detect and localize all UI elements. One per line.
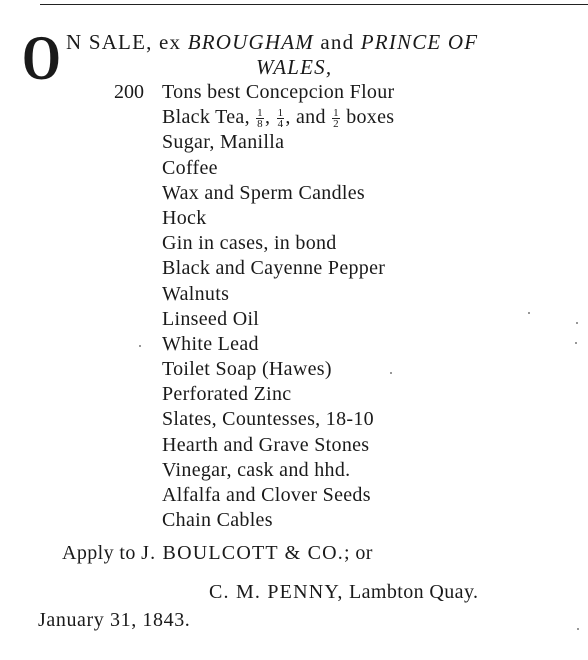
notice-date: January 31, 1843. [38, 609, 191, 631]
agent-penny-line [209, 580, 478, 604]
ship-brougham: BROUGHAM [187, 30, 314, 54]
headline-continued: WALES, [256, 55, 333, 79]
goods-list [162, 80, 395, 533]
list-item: Sugar, Manilla [162, 131, 285, 154]
print-speck [139, 345, 141, 347]
list-item: Hearth and Grave Stones [162, 433, 370, 456]
list-item: Toilet Soap (Hawes) [162, 358, 332, 381]
list-item: Alfalfa and Clover Seeds [162, 484, 371, 506]
fraction-half: $\frac{1}{2}$ [333, 107, 339, 131]
print-speck [577, 628, 579, 630]
print-speck [575, 342, 577, 344]
list-item: Gin in cases, in bond [162, 232, 337, 255]
list-item: Chain Cables [162, 509, 273, 532]
headline-start: N SALE, ex [66, 30, 188, 54]
ship-prince-of-wales: PRINCE OF [360, 30, 479, 54]
fraction-eighth: $\frac{1}{8}$ [257, 107, 263, 131]
print-speck [576, 322, 578, 324]
list-item: Vinegar, cask and hhd. [162, 458, 351, 481]
agent-boulcott: J. BOULCOTT & CO. [141, 542, 344, 564]
agent-penny-location: Lambton Quay. [343, 581, 479, 603]
list-item: Wax and Sperm Candles [162, 181, 365, 204]
drop-cap: O [22, 22, 61, 93]
apply-line [62, 541, 373, 565]
fraction-quarter: $\frac{1}{4}$ [277, 107, 284, 131]
print-speck [390, 372, 392, 374]
list-item: Hock [162, 206, 207, 229]
apply-suffix: ; or [344, 542, 373, 564]
agent-penny: C. M. PENNY, [209, 581, 344, 603]
headline-conjunction: and [313, 30, 361, 54]
apply-prefix: Apply to [62, 542, 142, 564]
list-item: Coffee [162, 156, 218, 179]
list-item: White Lead [162, 332, 259, 355]
list-item-tea: Black Tea, $\frac{1}{8}$ , $\frac{1}{4}$ , and $\frac{1}{2}$ boxes [162, 106, 395, 131]
list-item: Walnuts [162, 282, 230, 305]
list-item: Black and Cayenne Pepper [162, 257, 386, 280]
list-item: Slates, Countesses, 18-10 [162, 408, 374, 431]
flour-quantity: 200 [114, 81, 144, 103]
list-item: Linseed Oil [162, 307, 260, 330]
list-item: Perforated Zinc [162, 383, 292, 406]
list-item: Tons best Concepcion Flour [162, 81, 395, 103]
tea-label: Black Tea, [162, 106, 256, 129]
print-speck [528, 312, 530, 314]
top-rule [40, 4, 588, 5]
headline [66, 30, 586, 54]
